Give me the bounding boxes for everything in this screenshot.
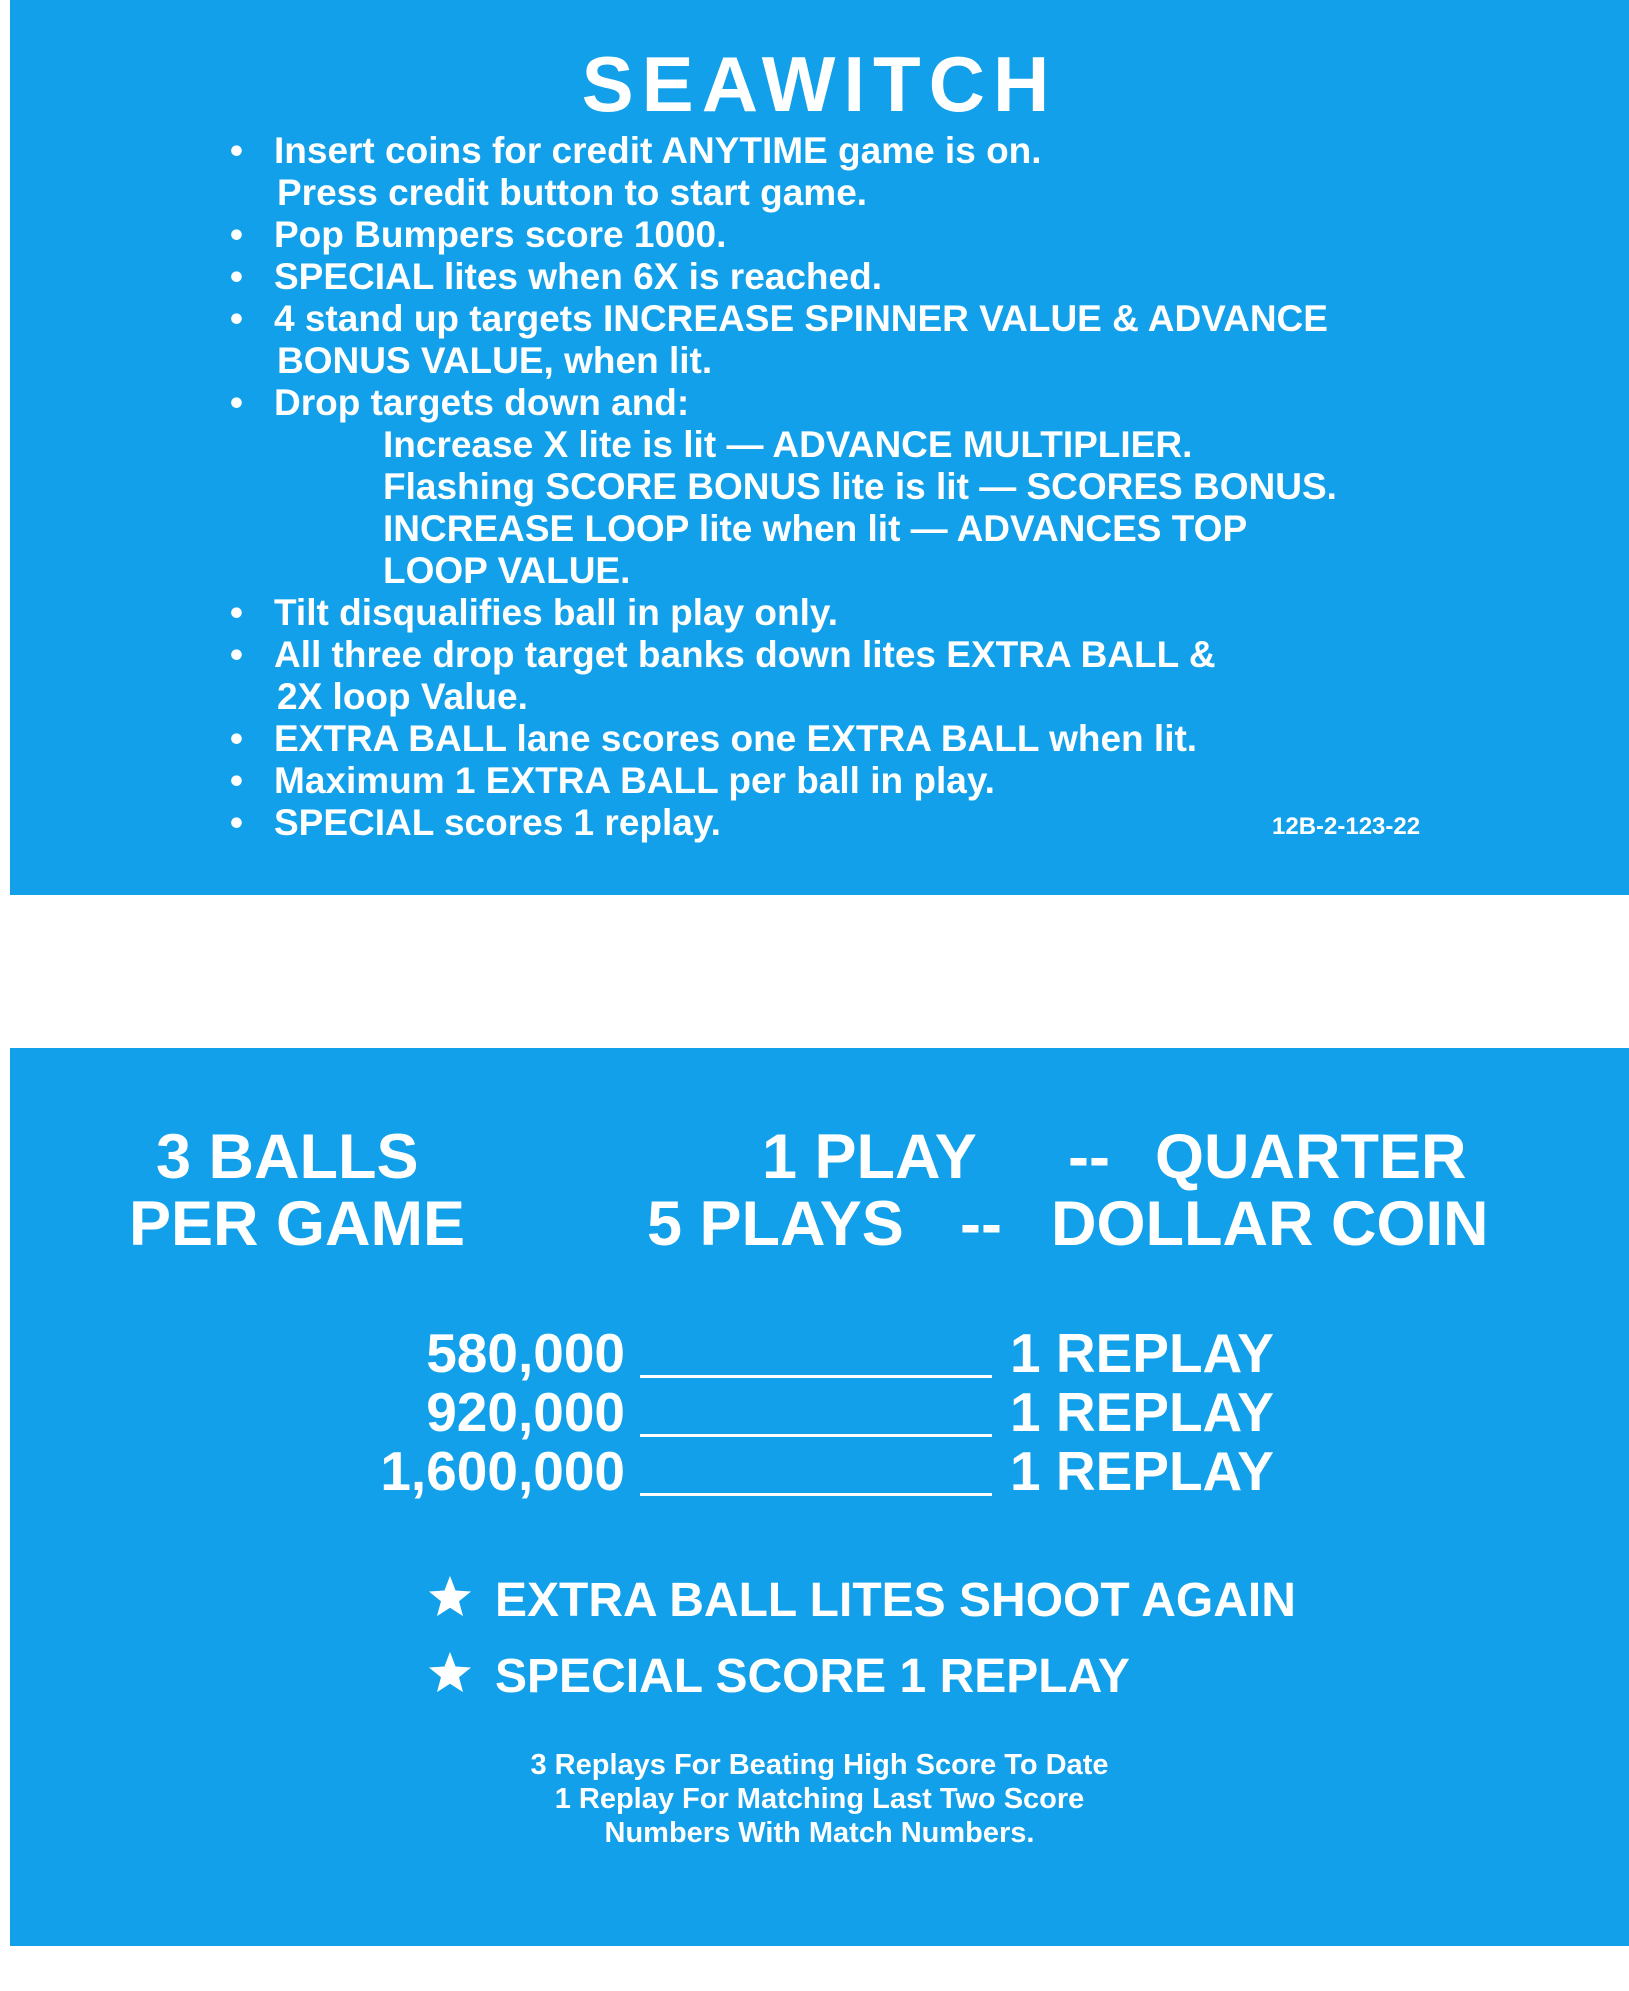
bullet-icon: • xyxy=(230,592,243,633)
rule-line xyxy=(230,634,1530,676)
rule-line xyxy=(230,214,1530,256)
balls-per-game-line1: 3 BALLS xyxy=(156,1122,419,1192)
star-icon xyxy=(427,1650,473,1696)
price-dollar-coin: DOLLAR COIN xyxy=(1051,1189,1489,1259)
bullet-icon: • xyxy=(230,298,243,339)
rule-text: All three drop target banks down lites EXTRA BALL & xyxy=(274,634,1216,675)
bullet-icon: • xyxy=(230,760,243,801)
rule-text: 2X loop Value. xyxy=(277,676,528,717)
price-one-play: 1 PLAY xyxy=(762,1122,977,1192)
rule-text: EXTRA BALL lane scores one EXTRA BALL when lit. xyxy=(274,718,1198,759)
rule-text: Increase X lite is lit — ADVANCE MULTIPLIER. xyxy=(383,424,1193,465)
rule-text: SPECIAL scores 1 replay. xyxy=(274,802,721,843)
replay-rule-1 xyxy=(640,1375,992,1378)
rule-line xyxy=(230,676,1530,718)
footnote-line: 3 Replays For Beating High Score To Date xyxy=(530,1749,1109,1781)
price-separator-2: -- xyxy=(960,1189,1002,1259)
rule-text: 4 stand up targets INCREASE SPINNER VALUE & ADVANCE xyxy=(274,298,1328,339)
instruction-card xyxy=(10,0,1629,895)
bullet-icon: • xyxy=(230,802,243,843)
rule-text: Press credit button to start game. xyxy=(277,172,868,213)
replay-award-3: 1 REPLAY xyxy=(1010,1440,1274,1502)
rule-line xyxy=(230,382,1530,424)
bullet-icon: • xyxy=(230,256,243,297)
footnote-line: Numbers With Match Numbers. xyxy=(604,1817,1035,1849)
game-title: SEAWITCH xyxy=(581,40,1058,128)
rule-line xyxy=(230,718,1530,760)
rule-text: Tilt disqualifies ball in play only. xyxy=(274,592,839,633)
rule-line xyxy=(230,298,1530,340)
replay-score-2: 920,000 xyxy=(426,1381,625,1443)
rule-line xyxy=(230,466,1530,508)
rule-line xyxy=(230,172,1530,214)
feature-extra-ball xyxy=(427,1573,1296,1629)
replay-award-1: 1 REPLAY xyxy=(1010,1322,1274,1384)
rule-text: LOOP VALUE. xyxy=(383,550,631,591)
feature-extra-ball-text: EXTRA BALL LITES SHOOT AGAIN xyxy=(495,1574,1296,1627)
star-icon xyxy=(427,1574,473,1620)
rule-line xyxy=(230,508,1530,550)
replay-rule-2 xyxy=(640,1434,992,1437)
feature-special-text: SPECIAL SCORE 1 REPLAY xyxy=(495,1650,1130,1703)
rule-text: Flashing SCORE BONUS lite is lit — SCORES BONUS. xyxy=(383,466,1337,507)
rule-text: Drop targets down and: xyxy=(274,382,690,423)
footnote-line: 1 Replay For Matching Last Two Score xyxy=(554,1783,1085,1815)
rule-text: INCREASE LOOP lite when lit — ADVANCES TOP xyxy=(383,508,1248,549)
bullet-icon: • xyxy=(230,634,243,675)
rule-text: Maximum 1 EXTRA BALL per ball in play. xyxy=(274,760,995,801)
rule-line xyxy=(230,760,1530,802)
replay-award-2: 1 REPLAY xyxy=(1010,1381,1274,1443)
rule-text: Insert coins for credit ANYTIME game is on. xyxy=(274,130,1042,171)
bullet-icon: • xyxy=(230,718,243,759)
price-separator-1: -- xyxy=(1068,1122,1110,1192)
rule-line xyxy=(230,340,1530,382)
rules-list xyxy=(230,130,1530,844)
bullet-icon: • xyxy=(230,130,243,171)
feature-special xyxy=(427,1649,1130,1705)
replay-rule-3 xyxy=(640,1493,992,1496)
replay-score-3: 1,600,000 xyxy=(380,1440,625,1502)
rule-text: BONUS VALUE, when lit. xyxy=(277,340,713,381)
rule-line xyxy=(230,130,1530,172)
rule-line xyxy=(230,592,1530,634)
pricing-card xyxy=(10,1048,1629,1946)
rule-text: SPECIAL lites when 6X is reached. xyxy=(274,256,882,297)
bullet-icon: • xyxy=(230,214,243,255)
price-quarter: QUARTER xyxy=(1155,1122,1467,1192)
replay-score-1: 580,000 xyxy=(426,1322,625,1384)
balls-per-game-line2: PER GAME xyxy=(129,1189,466,1259)
part-number: 12B-2-123-22 xyxy=(1272,813,1421,840)
rule-text: Pop Bumpers score 1000. xyxy=(274,214,727,255)
price-five-plays: 5 PLAYS xyxy=(647,1189,904,1259)
rule-line xyxy=(230,424,1530,466)
rule-line xyxy=(230,256,1530,298)
bullet-icon: • xyxy=(230,382,243,423)
footnotes xyxy=(10,1748,1629,1850)
rule-line xyxy=(230,550,1530,592)
